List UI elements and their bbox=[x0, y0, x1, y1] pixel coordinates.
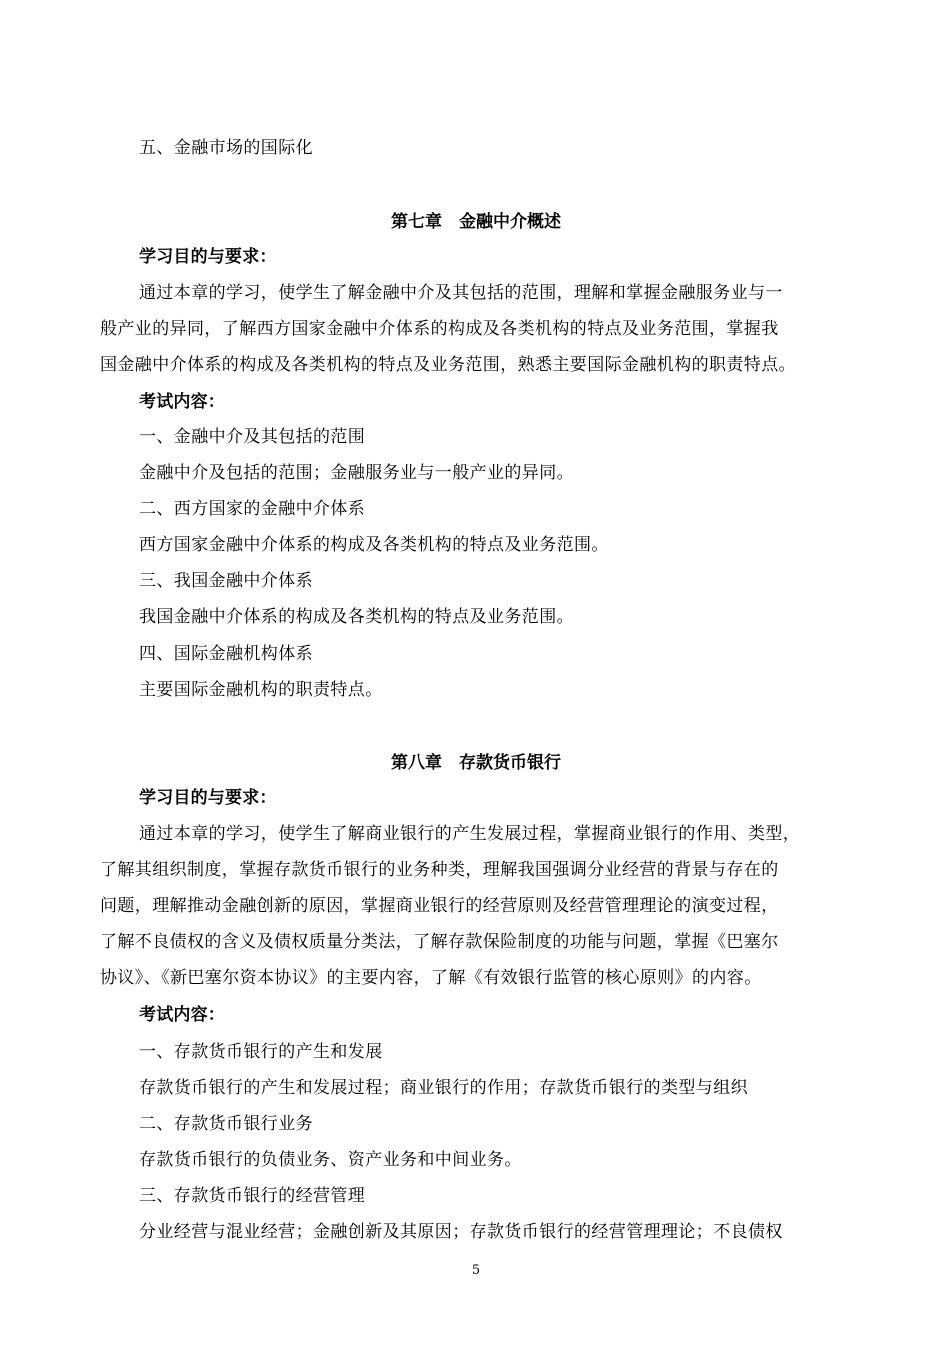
chapter-8-goal-line: 了解其组织制度，掌握存款货币银行的业务种类，理解我国强调分业经营的背景与存在的 bbox=[100, 860, 779, 880]
chapter-7-goal-line: 般产业的异同，了解西方国家金融中介体系的构成及各类机构的特点及业务范围，掌握我 bbox=[100, 319, 779, 339]
chapter-7-goal-line: 国金融中介体系的构成及各类机构的特点及业务范围，熟悉主要国际金融机构的职责特点。 bbox=[100, 355, 796, 375]
chapter-8-content-heading: 考试内容： bbox=[139, 1005, 225, 1025]
chapter-8-goal-heading: 学习目的与要求： bbox=[139, 788, 277, 808]
chapter-7-content-line: 主要国际金融机构的职责特点。 bbox=[139, 680, 383, 700]
chapter-7-content-line: 四、国际金融机构体系 bbox=[139, 644, 313, 664]
chapter-8-goal-line: 协议》、《新巴塞尔资本协议》的主要内容，了解《有效银行监管的核心原则》的内容。 bbox=[100, 968, 762, 988]
chapter-7-goal-line: 通过本章的学习，使学生了解金融中介及其包括的范围，理解和掌握金融服务业与一 bbox=[139, 283, 783, 303]
chapter-7-goal-heading: 学习目的与要求： bbox=[139, 247, 277, 267]
chapter-7-content-line: 二、西方国家的金融中介体系 bbox=[139, 499, 366, 519]
chapter-7-content-line: 西方国家金融中介体系的构成及各类机构的特点及业务范围。 bbox=[139, 535, 609, 555]
page-number: 5 bbox=[471, 1263, 481, 1278]
chapter-7-title: 第七章 金融中介概述 bbox=[391, 212, 561, 232]
chapter-7-content-line: 金融中介及包括的范围；金融服务业与一般产业的异同。 bbox=[139, 463, 574, 483]
chapter-7-content-heading: 考试内容： bbox=[139, 392, 225, 412]
chapter-8-title: 第八章 存款货币银行 bbox=[391, 753, 561, 773]
chapter-7-content-line: 一、金融中介及其包括的范围 bbox=[139, 427, 366, 447]
section-item-5: 五、金融市场的国际化 bbox=[139, 138, 313, 158]
chapter-8-content-line: 存款货币银行的负债业务、资产业务和中间业务。 bbox=[139, 1150, 522, 1170]
chapter-8-content-line: 存款货币银行的产生和发展过程；商业银行的作用；存款货币银行的类型与组织 bbox=[139, 1078, 748, 1098]
chapter-8-content-line: 分业经营与混业经营；金融创新及其原因；存款货币银行的经营管理理论；不良债权 bbox=[139, 1222, 783, 1242]
chapter-7-content-line: 我国金融中介体系的构成及各类机构的特点及业务范围。 bbox=[139, 607, 574, 627]
chapter-8-content-line: 三、存款货币银行的经营管理 bbox=[139, 1186, 366, 1206]
chapter-7-content-line: 三、我国金融中介体系 bbox=[139, 571, 313, 591]
chapter-8-goal-line: 了解不良债权的含义及债权质量分类法，了解存款保险制度的功能与问题，掌握《巴塞尔 bbox=[100, 932, 779, 952]
chapter-8-content-line: 二、存款货币银行业务 bbox=[139, 1114, 313, 1134]
chapter-8-goal-line: 问题，理解推动金融创新的原因，掌握商业银行的经营原则及经营管理理论的演变过程， bbox=[100, 896, 779, 916]
chapter-8-content-line: 一、存款货币银行的产生和发展 bbox=[139, 1042, 383, 1062]
chapter-8-goal-line: 通过本章的学习，使学生了解商业银行的产生发展过程，掌握商业银行的作用、类型， bbox=[139, 824, 801, 844]
